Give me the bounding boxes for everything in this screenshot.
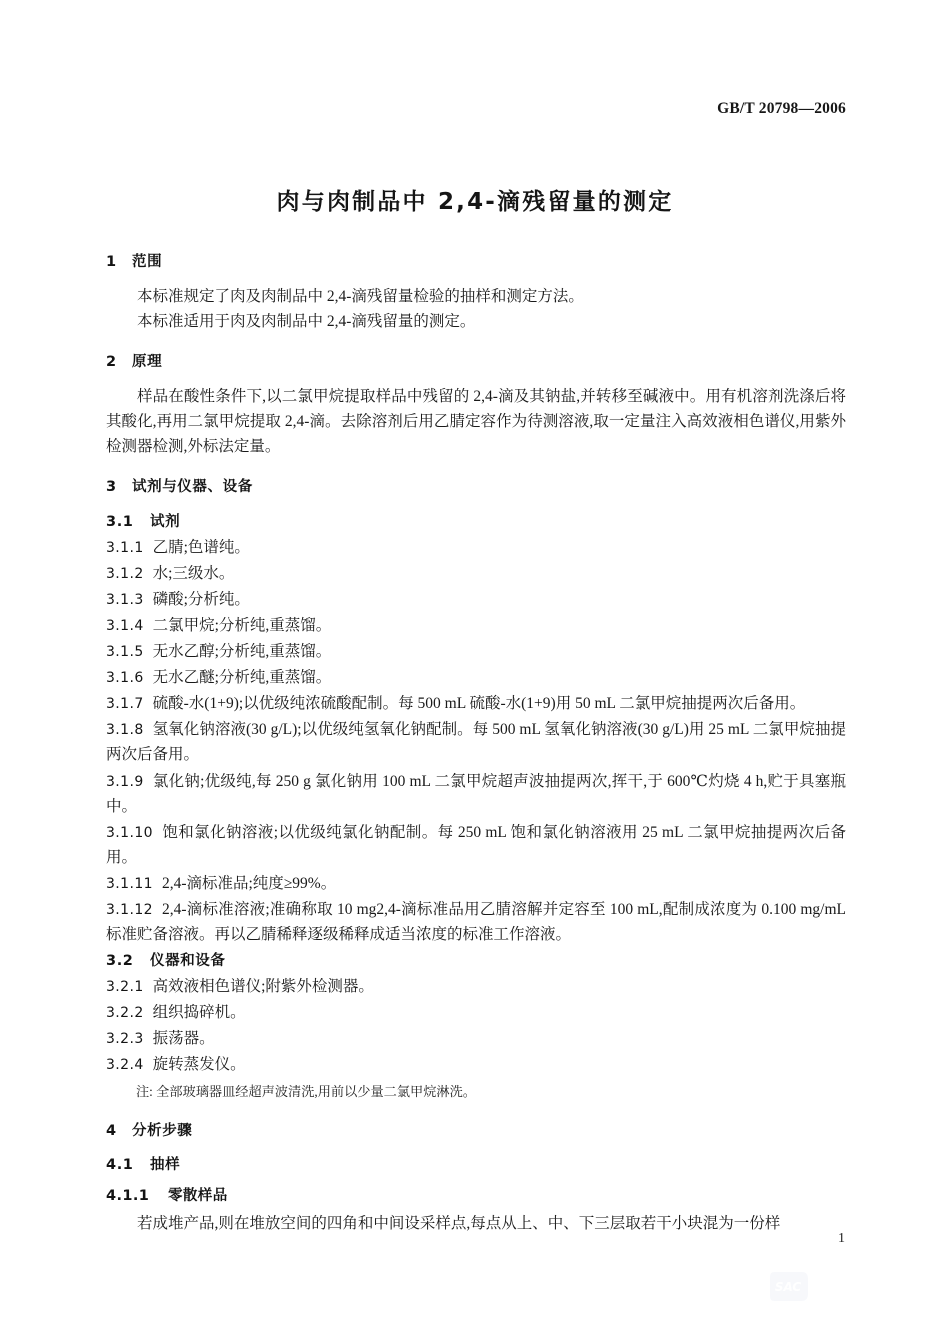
clause-item (106, 613, 846, 638)
clause-number: 3.1.2 (106, 565, 144, 582)
svg-text:SAC: SAC (774, 1280, 802, 1294)
clause-text: 无水乙醇;分析纯,重蒸馏。 (152, 642, 332, 660)
clause-text: 乙腈;色谱纯。 (152, 538, 250, 556)
document-body (106, 252, 846, 1236)
section-heading-4 (106, 1121, 846, 1143)
section-label-1: 范围 (132, 254, 163, 270)
clause-text: 无水乙醚;分析纯,重蒸馏。 (152, 669, 332, 687)
section-label-3-2: 仪器和设备 (150, 953, 226, 970)
clause-item (106, 974, 846, 999)
clause-number: 3.2.2 (106, 1005, 144, 1022)
clause-number: 3.1.8 (106, 722, 144, 739)
section-label-4-1-1: 零散样品 (168, 1188, 228, 1205)
clause-text: 2,4-滴标准溶液;准确称取 10 mg2,4-滴标准品用乙腈溶解并定容至 100 mL,配制成浓度为 0.100 mg/mL 标准贮备溶液。再以乙腈稀释逐级稀释成适当浓度的标准工作溶液。 (106, 901, 846, 944)
clause-text: 氯化钠;优级纯,每 250 g 氯化钠用 100 mL 二氯甲烷超声波抽提两次,挥干,于 600℃灼烧 4 h,贮于具塞瓶中。 (106, 772, 846, 815)
clause-text: 磷酸;分析纯。 (152, 590, 250, 608)
clause-item (106, 1052, 846, 1077)
section-number-4: 4 (106, 1122, 117, 1139)
clause-text: 组织捣碎机。 (152, 1004, 246, 1022)
page-number: 1 (838, 1231, 845, 1246)
clause-text: 氢氧化钠溶液(30 g/L);以优级纯氢氧化钠配制。每 500 mL 氢氧化钠溶液(30 g/L)用 25 mL 二氯甲烷抽提两次后备用。 (106, 721, 846, 764)
clause-number: 3.1.9 (106, 773, 144, 790)
section-number-3: 3 (106, 479, 117, 496)
section-heading-3 (106, 477, 846, 499)
clause-item (106, 717, 846, 767)
glassware-note: 注: 全部玻璃器皿经超声波清洗,用前以少量二氯甲烷淋洗。 (136, 1084, 476, 1100)
clause-number: 3.1.5 (106, 643, 144, 660)
clause-item (106, 665, 846, 690)
clause-number: 3.1.4 (106, 617, 144, 634)
clause-number: 3.2.4 (106, 1057, 144, 1074)
sac-logo-icon (768, 1270, 814, 1304)
clause-item (106, 820, 846, 870)
clause-number: 3.1.12 (106, 902, 153, 919)
clause-number: 3.2.3 (106, 1031, 144, 1048)
section-label-3-1: 试剂 (150, 513, 181, 530)
clause-number: 3.1.3 (106, 591, 144, 608)
section-heading-1 (106, 252, 846, 274)
section-heading-4-1 (106, 1155, 846, 1177)
clause-number: 3.1.7 (106, 696, 144, 713)
section-label-4: 分析步骤 (132, 1122, 193, 1139)
standard-number-header: GB/T 20798—2006 (717, 100, 846, 117)
section-heading-3-1 (106, 512, 846, 534)
section-number-4-1: 4.1 (106, 1157, 134, 1174)
section-number-2: 2 (106, 353, 117, 370)
page-title: 肉与肉制品中 2,4-滴残留量的测定 (276, 189, 674, 215)
section-heading-4-1-1 (106, 1186, 846, 1208)
clause-text: 水;三级水。 (152, 564, 235, 582)
clause-text: 2,4-滴标准品;纯度≥99%。 (161, 874, 337, 892)
clause-number: 3.1.10 (106, 824, 153, 841)
clause-number: 3.1.1 (106, 539, 144, 556)
clause-item (106, 587, 846, 612)
clause-item (106, 561, 846, 586)
clause-item (106, 691, 846, 716)
section-1-paragraph-1: 本标准规定了肉及肉制品中 2,4-滴残留量检验的抽样和测定方法。 (137, 287, 584, 305)
clause-item (106, 639, 846, 664)
clause-item (106, 535, 846, 560)
section-heading-2 (106, 352, 846, 374)
section-label-4-1: 抽样 (150, 1157, 181, 1174)
clause-item (106, 1000, 846, 1025)
clause-text: 旋转蒸发仪。 (152, 1056, 246, 1074)
clause-number: 3.1.11 (106, 875, 153, 892)
section-number-4-1-1: 4.1.1 (106, 1188, 150, 1205)
clause-text: 振荡器。 (152, 1030, 215, 1048)
section-number-3-2: 3.2 (106, 953, 134, 970)
section-label-2: 原理 (132, 353, 163, 370)
clause-item (106, 1026, 846, 1051)
clause-item (106, 871, 846, 896)
clause-text: 高效液相色谱仪;附紫外检测器。 (152, 978, 374, 996)
clause-number: 3.1.6 (106, 670, 144, 687)
clause-text: 硫酸-水(1+9);以优级纯浓硫酸配制。每 500 mL 硫酸-水(1+9)用 50 mL 二氯甲烷抽提两次后备用。 (152, 695, 806, 713)
spacer (106, 274, 846, 281)
clause-item (106, 897, 846, 947)
spacer (106, 374, 846, 381)
clause-text: 二氯甲烷;分析纯,重蒸馏。 (152, 616, 332, 634)
section-2-paragraph-1: 样品在酸性条件下,以二氯甲烷提取样品中残留的 2,4-滴及其钠盐,并转移至碱液中。用有机溶剂洗涤后将其酸化,再用二氯甲烷提取 2,4-滴。去除溶剂后用乙腈定容作为待测溶液,取一定量注入高效液相色谱仪,用紫外检测器检测,外标法定量。 (106, 387, 846, 455)
clause-text: 饱和氯化钠溶液;以优级纯氯化钠配制。每 250 mL 饱和氯化钠溶液用 25 mL 二氯甲烷抽提两次后备用。 (106, 823, 846, 866)
section-4-1-1-paragraph-1: 若成堆产品,则在堆放空间的四角和中间设采样点,每点从上、中、下三层取若干小块混为一份样 (137, 1214, 781, 1232)
section-label-3: 试剂与仪器、设备 (132, 479, 253, 496)
section-number-3-1: 3.1 (106, 513, 134, 530)
clause-number: 3.2.1 (106, 979, 144, 996)
clause-item (106, 769, 846, 819)
section-1-paragraph-2: 本标准适用于肉及肉制品中 2,4-滴残留量的测定。 (137, 312, 476, 330)
section-heading-3-2 (106, 951, 846, 973)
section-number-1: 1 (106, 254, 117, 270)
